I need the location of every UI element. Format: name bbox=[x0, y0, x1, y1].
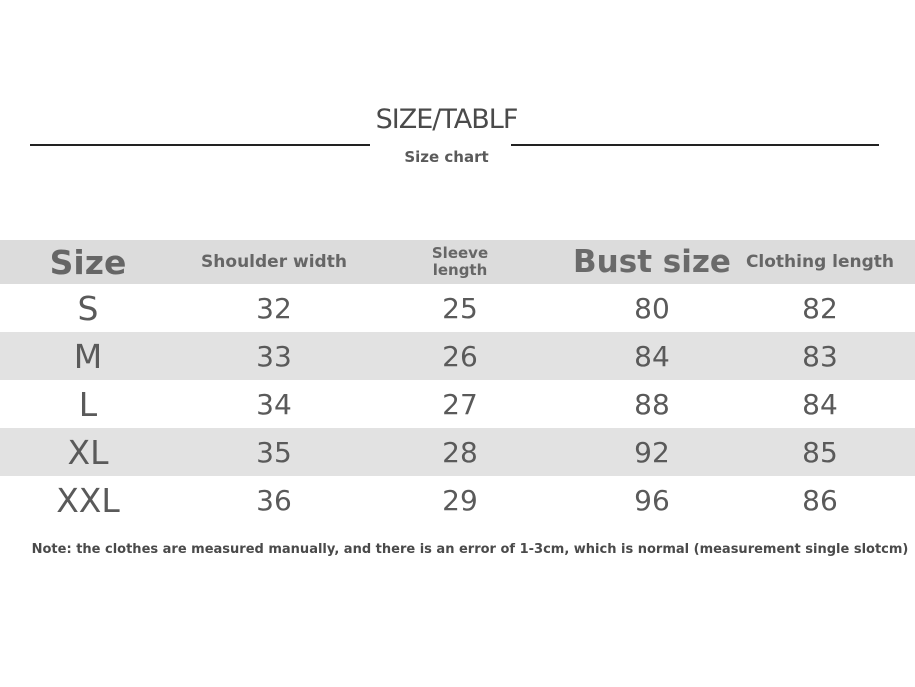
header-bust-size: Bust size bbox=[573, 244, 731, 280]
table-row bbox=[0, 428, 915, 476]
header-sleeve-line1: Sleeve bbox=[431, 244, 489, 262]
cell-shoulder: 32 bbox=[256, 291, 292, 325]
cell-size: M bbox=[73, 336, 103, 376]
header-clothing-length: Clothing length bbox=[745, 252, 895, 272]
cell-shoulder: 36 bbox=[256, 483, 292, 517]
table-row bbox=[0, 380, 915, 428]
cell-sleeve: 26 bbox=[442, 339, 478, 373]
cell-bust: 92 bbox=[634, 435, 670, 469]
table-row bbox=[0, 476, 915, 524]
page-title: SIZE/TABLF bbox=[375, 104, 518, 135]
title-rule-right bbox=[511, 144, 879, 146]
cell-sleeve: 25 bbox=[442, 291, 478, 325]
table-row bbox=[0, 284, 915, 332]
cell-size: XL bbox=[67, 432, 109, 472]
size-table bbox=[0, 240, 915, 524]
cell-length: 84 bbox=[802, 387, 838, 421]
header-sleeve-length bbox=[390, 240, 530, 284]
cell-length: 83 bbox=[802, 339, 838, 373]
cell-bust: 88 bbox=[634, 387, 670, 421]
cell-bust: 80 bbox=[634, 291, 670, 325]
cell-length: 82 bbox=[802, 291, 838, 325]
cell-bust: 84 bbox=[634, 339, 670, 373]
cell-sleeve: 27 bbox=[442, 387, 478, 421]
cell-sleeve: 28 bbox=[442, 435, 478, 469]
cell-size: XXL bbox=[56, 480, 120, 520]
header-size: Size bbox=[49, 242, 127, 282]
table-header-row bbox=[0, 240, 915, 284]
page-subtitle: Size chart bbox=[404, 148, 489, 166]
cell-length: 86 bbox=[802, 483, 838, 517]
measurement-note: Note: the clothes are measured manually, and there is an error of 1-3cm, which is normal (measurement single slotcm) bbox=[31, 542, 909, 557]
cell-shoulder: 34 bbox=[256, 387, 292, 421]
cell-shoulder: 35 bbox=[256, 435, 292, 469]
title-rule-left bbox=[30, 144, 370, 146]
cell-size: L bbox=[78, 384, 98, 424]
cell-length: 85 bbox=[802, 435, 838, 469]
header-sleeve-line2: length bbox=[432, 261, 488, 279]
cell-bust: 96 bbox=[634, 483, 670, 517]
header-shoulder-width: Shoulder width bbox=[201, 252, 347, 272]
cell-shoulder: 33 bbox=[256, 339, 292, 373]
cell-size: S bbox=[77, 288, 99, 328]
table-row bbox=[0, 332, 915, 380]
cell-sleeve: 29 bbox=[442, 483, 478, 517]
